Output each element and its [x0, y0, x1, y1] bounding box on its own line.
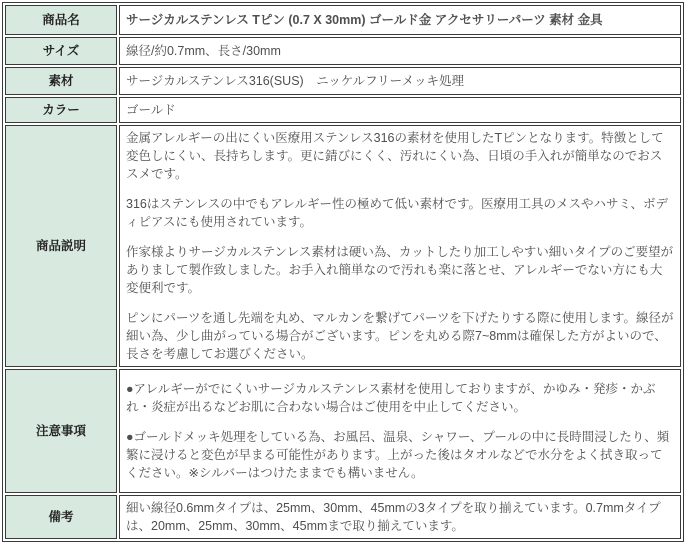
- caution-item: ●ゴールドメッキ処理をしている為、お風呂、温泉、シャワー、プールの中に長時間浸したり、頻繁に浸けると変色が早まる可能性があります。上がった後はタオルなどで水分をよく拭き取ってください。※シルバーはつけたままでも構いません。: [126, 430, 670, 480]
- description-paragraph: 作家様よりサージカルステンレス素材は硬い為、カットしたり加工しやすい細いタイプのご要望がありまして製作致しました。お手入れ簡単なので汚れも楽に落とせ、アレルギーでない方にも大変便利です。: [126, 245, 674, 295]
- row-color: [5, 97, 681, 123]
- product-name-value: サージカルステンレス Tピン (0.7 X 30mm) ゴールド金 アクセサリーパーツ 素材 金具: [119, 5, 681, 35]
- product-spec-table: [2, 2, 684, 542]
- color-value: ゴールド: [119, 97, 681, 123]
- row-remarks: [5, 495, 681, 539]
- row-product-name: [5, 5, 681, 35]
- description-paragraph: 316はステンレスの中でもアレルギー性の極めて低い素材です。医療用工具のメスやハサミ、ボディピアスにも使用されています。: [126, 197, 668, 229]
- product-name-label: 商品名: [5, 5, 117, 35]
- row-description: [5, 125, 681, 367]
- remarks-value: 細い線径0.6mmタイプは、25mm、30mm、45mmの3タイプを取り揃えています。0.7mmタイプは、20mm、25mm、30mm、45mmまで取り揃えています。: [119, 495, 681, 539]
- row-cautions: [5, 369, 681, 493]
- remarks-label: 備考: [5, 495, 117, 539]
- row-size: [5, 37, 681, 65]
- row-material: [5, 67, 681, 95]
- caution-item: ●アレルギーがでにくいサージカルステンレス素材を使用しておりますが、かゆみ・発疹・かぶれ・炎症が出るなどお肌に合わない場合はご使用を中止してください。: [126, 382, 656, 414]
- description-paragraph: ピンにパーツを通し先端を丸め、マルカンを繋げてパーツを下げたりする際に使用します。線径が細い為、少し曲がっている場合がございます。ピンを丸める際7~8mmは確保した方がよいので、長さを考慮してお選びください。: [126, 311, 674, 361]
- description-paragraph: 金属アレルギーの出にくい医療用ステンレス316の素材を使用したTピンとなります。特徴として変色しにくい、長持ちします。更に錆びにくく、汚れにくい為、日頃の手入れが簡単なのでおススメです。: [126, 131, 664, 181]
- size-label: サイズ: [5, 37, 117, 65]
- description-value: [119, 125, 681, 367]
- material-label: 素材: [5, 67, 117, 95]
- size-value: 線径/約0.7mm、長さ/30mm: [119, 37, 681, 65]
- cautions-value: [119, 369, 681, 493]
- cautions-label: 注意事項: [5, 369, 117, 493]
- color-label: カラー: [5, 97, 117, 123]
- material-value: サージカルステンレス316(SUS) ニッケルフリーメッキ処理: [119, 67, 681, 95]
- description-label: 商品説明: [5, 125, 117, 367]
